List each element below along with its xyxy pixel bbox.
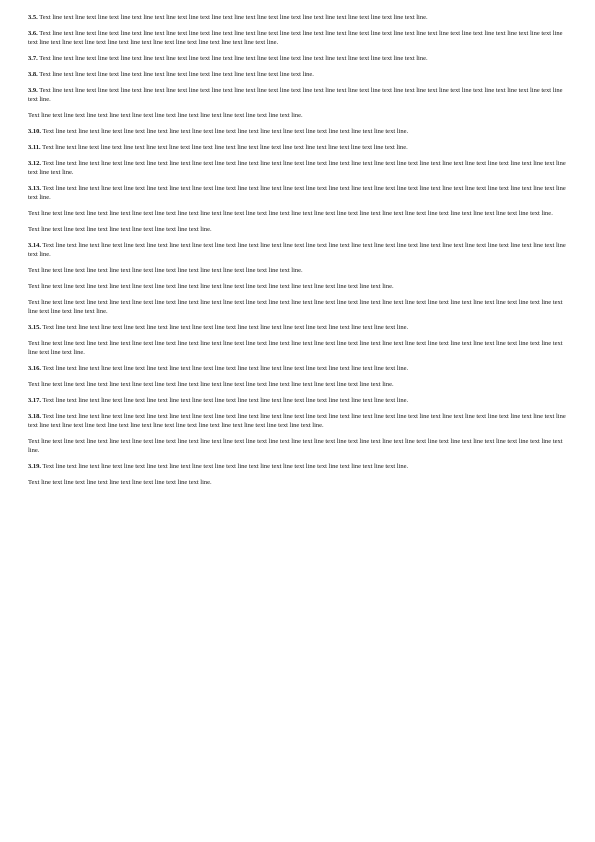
paragraph xyxy=(28,282,567,291)
paragraph-text: Text line text line text line text line text line text line text line text line text line text line text line text line text line text line text line text line. xyxy=(42,365,409,372)
paragraph-number: 3.12. xyxy=(28,160,41,167)
paragraph xyxy=(28,298,567,316)
paragraph-text: Text line text line text line text line text line text line text line text line text line text line text line text line text line text line text line text line. xyxy=(28,283,394,290)
document-body xyxy=(28,13,567,487)
paragraph-text: Text line text line text line text line text line text line text line text line text line text line text line text line text line text line text line text line text line text line text line text line text line text line text line text line text line. xyxy=(28,160,566,176)
paragraph-number: 3.10. xyxy=(28,128,41,135)
paragraph-text: Text line text line text line text line text line text line text line text line text line text line text line text line text line text line text line text line text line text line text line text line text line text line text line text line. xyxy=(28,242,566,258)
paragraph xyxy=(28,412,567,430)
paragraph-number: 3.16. xyxy=(28,365,41,372)
paragraph-number: 3.6. xyxy=(28,30,38,37)
paragraph xyxy=(28,478,567,487)
paragraph-text: Text line text line text line text line text line text line text line text line text line text line text line text line text line text line text line text line text line text line text line text line text line text line text line text line text line text line text line text line text line text line text line text line text line text line. xyxy=(28,30,563,46)
paragraph xyxy=(28,13,567,22)
paragraph-text: Text line text line text line text line text line text line text line text line text line text line text line text line text line text line text line text line. xyxy=(42,397,409,404)
paragraph-text: Text line text line text line text line text line text line text line text line text line text line text line text line text line text line text line text line. xyxy=(42,324,409,331)
paragraph xyxy=(28,209,567,218)
paragraph-text: Text line text line text line text line text line text line text line text line text line text line text line text line text line text line text line text line text line text line text line text line text line text line text line text line. xyxy=(28,185,566,201)
paragraph-text: Text line text line text line text line text line text line text line text line text line text line text line text line text line text line text line text line. xyxy=(28,381,394,388)
paragraph xyxy=(28,127,567,136)
paragraph-text: Text line text line text line text line text line text line text line text line text line text line text line text line text line text line text line text line text line text line text line text line text line text line text line text line text line text line text line text line text line text line text line text line text line text line text line text line. xyxy=(28,413,566,429)
paragraph-number: 3.7. xyxy=(28,55,38,62)
paragraph xyxy=(28,143,567,152)
paragraph-text: Text line text line text line text line text line text line text line text line text line text line text line text line. xyxy=(28,112,303,119)
paragraph-text: Text line text line text line text line text line text line text line text line text line text line text line text line text line text line text line text line text line text line text line text line text line text line text line text line text line text line text line. xyxy=(28,299,563,315)
paragraph-text: Text line text line text line text line text line text line text line text line text line text line text line text line text line text line text line text line text line. xyxy=(39,14,428,21)
paragraph-text: Text line text line text line text line text line text line text line text line text line text line text line text line text line text line text line text line text line text line text line text line text line text line text line text line. xyxy=(28,87,563,103)
paragraph-number: 3.5. xyxy=(28,14,38,21)
paragraph xyxy=(28,339,567,357)
paragraph-text: Text line text line text line text line text line text line text line text line text line text line text line text line text line text line text line text line text line text line text line text line text line text line text line. xyxy=(28,210,553,217)
paragraph-number: 3.14. xyxy=(28,242,41,249)
paragraph xyxy=(28,159,567,177)
paragraph-text: Text line text line text line text line text line text line text line text line text line text line text line text line text line text line text line text line. xyxy=(42,463,409,470)
paragraph-text: Text line text line text line text line text line text line text line text line. xyxy=(28,479,212,486)
paragraph xyxy=(28,29,567,47)
paragraph-text: Text line text line text line text line text line text line text line text line text line text line text line text line. xyxy=(39,71,314,78)
paragraph xyxy=(28,86,567,104)
paragraph-number: 3.19. xyxy=(28,463,41,470)
paragraph xyxy=(28,380,567,389)
paragraph xyxy=(28,266,567,275)
paragraph-number: 3.18. xyxy=(28,413,41,420)
paragraph-text: Text line text line text line text line text line text line text line text line text line text line text line text line. xyxy=(28,267,303,274)
paragraph xyxy=(28,54,567,63)
paragraph xyxy=(28,225,567,234)
paragraph-text: Text line text line text line text line text line text line text line text line text line text line text line text line text line text line text line text line text line. xyxy=(39,55,428,62)
paragraph xyxy=(28,437,567,455)
paragraph xyxy=(28,184,567,202)
paragraph-text: Text line text line text line text line text line text line text line text line text line text line text line text line text line text line text line text line text line text line text line text line text line text line text line text line text line text line. xyxy=(28,340,563,356)
paragraph xyxy=(28,111,567,120)
paragraph xyxy=(28,396,567,405)
paragraph xyxy=(28,323,567,332)
paragraph-text: Text line text line text line text line text line text line text line text line. xyxy=(28,226,212,233)
paragraph xyxy=(28,462,567,471)
paragraph-number: 3.8. xyxy=(28,71,38,78)
paragraph xyxy=(28,241,567,259)
paragraph xyxy=(28,70,567,79)
paragraph-number: 3.13. xyxy=(28,185,41,192)
paragraph-number: 3.15. xyxy=(28,324,41,331)
paragraph-text: Text line text line text line text line text line text line text line text line text line text line text line text line text line text line text line text line. xyxy=(42,144,408,151)
paragraph xyxy=(28,364,567,373)
paragraph-number: 3.17. xyxy=(28,397,41,404)
paragraph-number: 3.9. xyxy=(28,87,38,94)
paragraph-text: Text line text line text line text line text line text line text line text line text line text line text line text line text line text line text line text line. xyxy=(42,128,409,135)
paragraph-text: Text line text line text line text line text line text line text line text line text line text line text line text line text line text line text line text line text line text line text line text line text line text line text line text line. xyxy=(28,438,563,454)
paragraph-number: 3.11. xyxy=(28,144,41,151)
